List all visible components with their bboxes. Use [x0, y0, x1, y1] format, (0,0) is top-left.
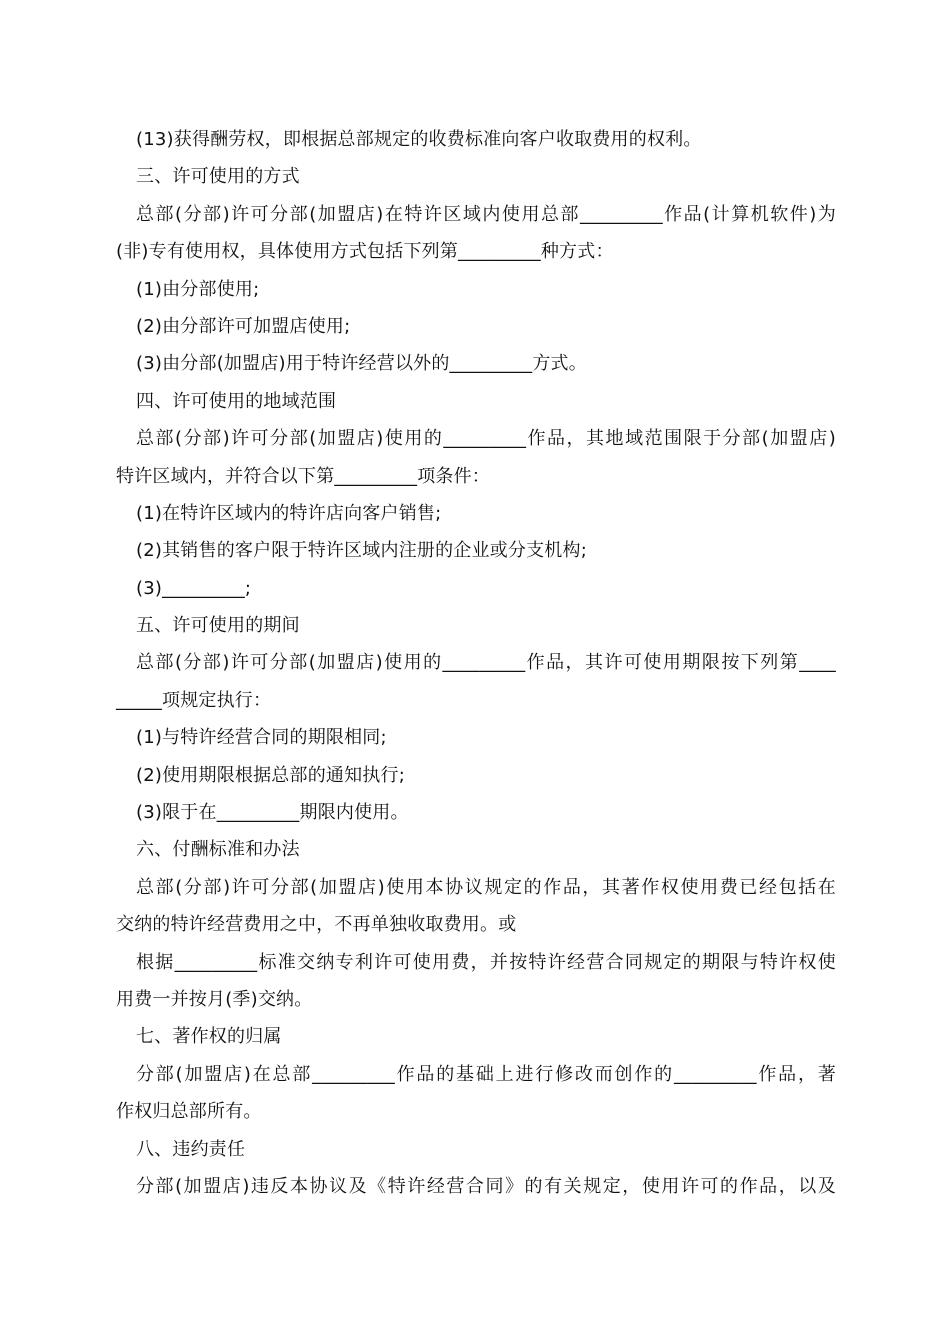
document-line: (1)与特许经营合同的期限相同; — [136, 727, 387, 749]
document-line: (3)由分部(加盟店)用于特许经营以外的_________方式。 — [136, 353, 587, 375]
document-line: 八、违约责任 — [136, 1138, 246, 1160]
document-body — [116, 121, 836, 1205]
document-line: 六、付酬标准和办法 — [136, 839, 300, 861]
document-line: (2)其销售的客户限于特许区域内注册的企业或分支机构; — [136, 540, 587, 562]
document-line: 用费一并按月(季)交纳。 — [116, 988, 313, 1010]
document-line: (3)_________; — [136, 577, 252, 599]
document-line: 根据_________标准交纳专利许可使用费，并按特许经营合同规定的期限与特许权使 — [136, 951, 836, 973]
document-line: 特许区域内，并符合以下第_________项条件： — [116, 465, 490, 487]
document-line: 总部(分部)许可分部(加盟店)使用的_________作品，其许可使用期限按下列第____ — [136, 652, 836, 674]
document-line: (1)在特许区域内的特许店向客户销售; — [136, 502, 442, 524]
document-line: (非)专有使用权，具体使用方式包括下列第_________种方式： — [116, 241, 614, 263]
document-line: (2)使用期限根据总部的通知执行; — [136, 764, 405, 786]
document-line: 总部(分部)许可分部(加盟店)使用本协议规定的作品，其著作权使用费已经包括在 — [136, 876, 836, 898]
document-line: (13)获得酬劳权，即根据总部规定的收费标准向客户收取费用的权利。 — [136, 129, 702, 150]
document-line: (3)限于在_________期限内使用。 — [136, 802, 409, 824]
document-line: (2)由分部许可加盟店使用; — [136, 315, 351, 337]
document-line: 总部(分部)许可分部(加盟店)在特许区域内使用总部_________作品(计算机软件)为 — [136, 203, 836, 225]
document-line: 分部(加盟店)在总部_________作品的基础上进行修改而创作的_________作品，著 — [136, 1063, 836, 1085]
document-line: 四、许可使用的地域范围 — [136, 390, 337, 412]
document-line: 五、许可使用的期间 — [136, 615, 300, 637]
document-line: _____项规定执行： — [116, 689, 272, 711]
document-line: 三、许可使用的方式 — [136, 166, 300, 188]
document-line: (1)由分部使用; — [136, 278, 260, 300]
document-line: 七、著作权的归属 — [136, 1026, 282, 1048]
document-line: 交纳的特许经营费用之中，不再单独收取费用。或 — [116, 914, 517, 936]
document-line: 总部(分部)许可分部(加盟店)使用的_________作品，其地域范围限于分部(加盟店) — [136, 428, 836, 450]
document-line: 分部(加盟店)违反本协议及《特许经营合同》的有关规定，使用许可的作品，以及 — [136, 1175, 836, 1197]
document-line: 作权归总部所有。 — [116, 1101, 262, 1123]
